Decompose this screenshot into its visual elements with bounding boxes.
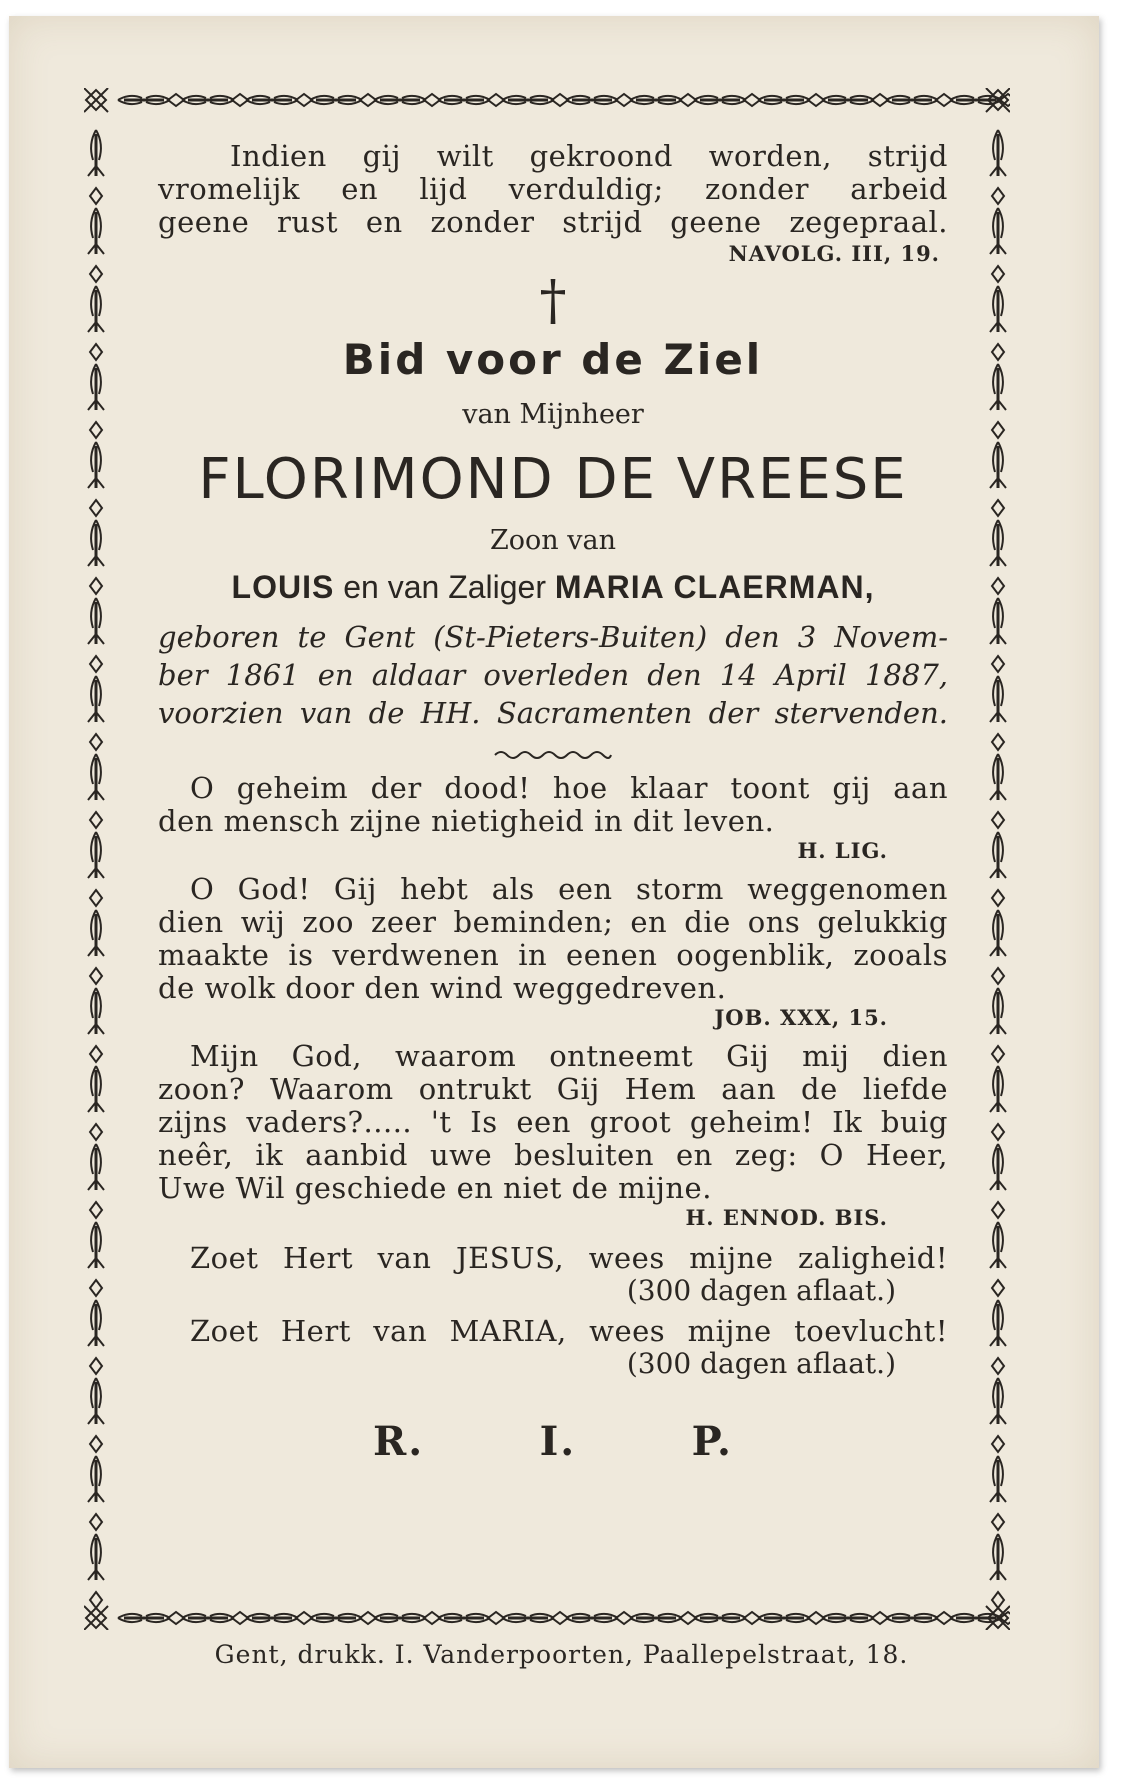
motto	[158, 140, 948, 266]
father-name: LOUIS	[231, 569, 335, 605]
biography	[158, 618, 948, 732]
parents-connector: en van Zaliger	[343, 569, 546, 605]
rip-letter: R.	[373, 1418, 425, 1465]
motto-line: geene rust en zonder strijd geene zegepraal.	[158, 205, 948, 239]
rip	[373, 1418, 733, 1465]
quote-1	[158, 772, 948, 863]
quote-reference: H. LIG.	[797, 838, 888, 863]
quote-line: zijns vaders?..... 't Is een groot geheim! Ik buig	[158, 1105, 948, 1139]
motto-line: Indien gij wilt gekroond worden, strijd	[230, 139, 948, 173]
bio-line: geboren te Gent (St-Pieters-Buiten) den 3 Novem-	[158, 620, 948, 654]
motto-line: vromelijk en lijd verduldig; zonder arbeid	[158, 172, 948, 206]
quote-line: O God! Gij hebt als een storm weggenomen	[190, 872, 948, 906]
zoon-van: Zoon van	[490, 525, 616, 556]
rip-letter: I.	[539, 1418, 577, 1465]
quote-line: neêr, ik aanbid uwe besluiten en zeg: O Heer,	[158, 1138, 948, 1172]
indulgence-note: (300 dagen aflaat.)	[626, 1347, 896, 1380]
motto-reference: NAVOLG. III, 19.	[728, 241, 940, 266]
quote-line: O geheim der dood! hoe klaar toont gij aan	[190, 771, 948, 805]
rip-letter: P.	[691, 1418, 733, 1465]
invocation-2	[158, 1315, 948, 1380]
bio-line: voorzien van de HH. Sacramenten der stervenden.	[158, 696, 948, 730]
invocation-text: Zoet Hert van MARIA, wees mijne toevlucht!	[190, 1314, 948, 1348]
quote-line: zoon? Waarom ontrukt Gij Hem aan de liefde	[158, 1072, 948, 1106]
invocation-1	[158, 1242, 948, 1307]
parents	[158, 566, 948, 608]
wavy-rule-icon	[493, 748, 613, 762]
quote-line: dien wij zoo zeer beminden; en die ons gelukkig	[158, 905, 948, 939]
quote-line: maakte is verdwenen in eenen oogenblik, zooals	[158, 938, 948, 972]
cross-icon: †	[539, 269, 567, 332]
deceased-name: FLORIMOND DE VREESE	[198, 447, 908, 512]
quote-line: Uwe Wil geschiede en niet de mijne.	[158, 1171, 712, 1205]
invocation-text: Zoet Hert van JESUS, wees mijne zaligheid!	[190, 1241, 948, 1275]
van-mijnheer: van Mijnheer	[462, 399, 644, 430]
card-content	[158, 140, 948, 1465]
quote-2	[158, 873, 948, 1030]
quote-reference: H. ENNOD. BIS.	[685, 1205, 888, 1230]
quote-line: Mijn God, waarom ontneemt Gij mij dien	[190, 1039, 948, 1073]
printer-imprint: Gent, drukk. I. Vanderpoorten, Paallepelstraat, 18.	[214, 1640, 909, 1669]
quote-line: den mensch zijne nietigheid in dit leven.	[158, 804, 775, 838]
quote-line: de wolk door den wind weggedreven.	[158, 971, 727, 1005]
indulgence-note: (300 dagen aflaat.)	[626, 1274, 896, 1307]
mother-name: MARIA CLAERMAN,	[554, 569, 875, 605]
quote-3	[158, 1040, 948, 1230]
heading: Bid voor de Ziel	[342, 335, 764, 384]
bio-line: ber 1861 en aldaar overleden den 14 April 1887,	[158, 658, 948, 692]
quote-reference: JOB. XXX, 15.	[714, 1005, 888, 1030]
